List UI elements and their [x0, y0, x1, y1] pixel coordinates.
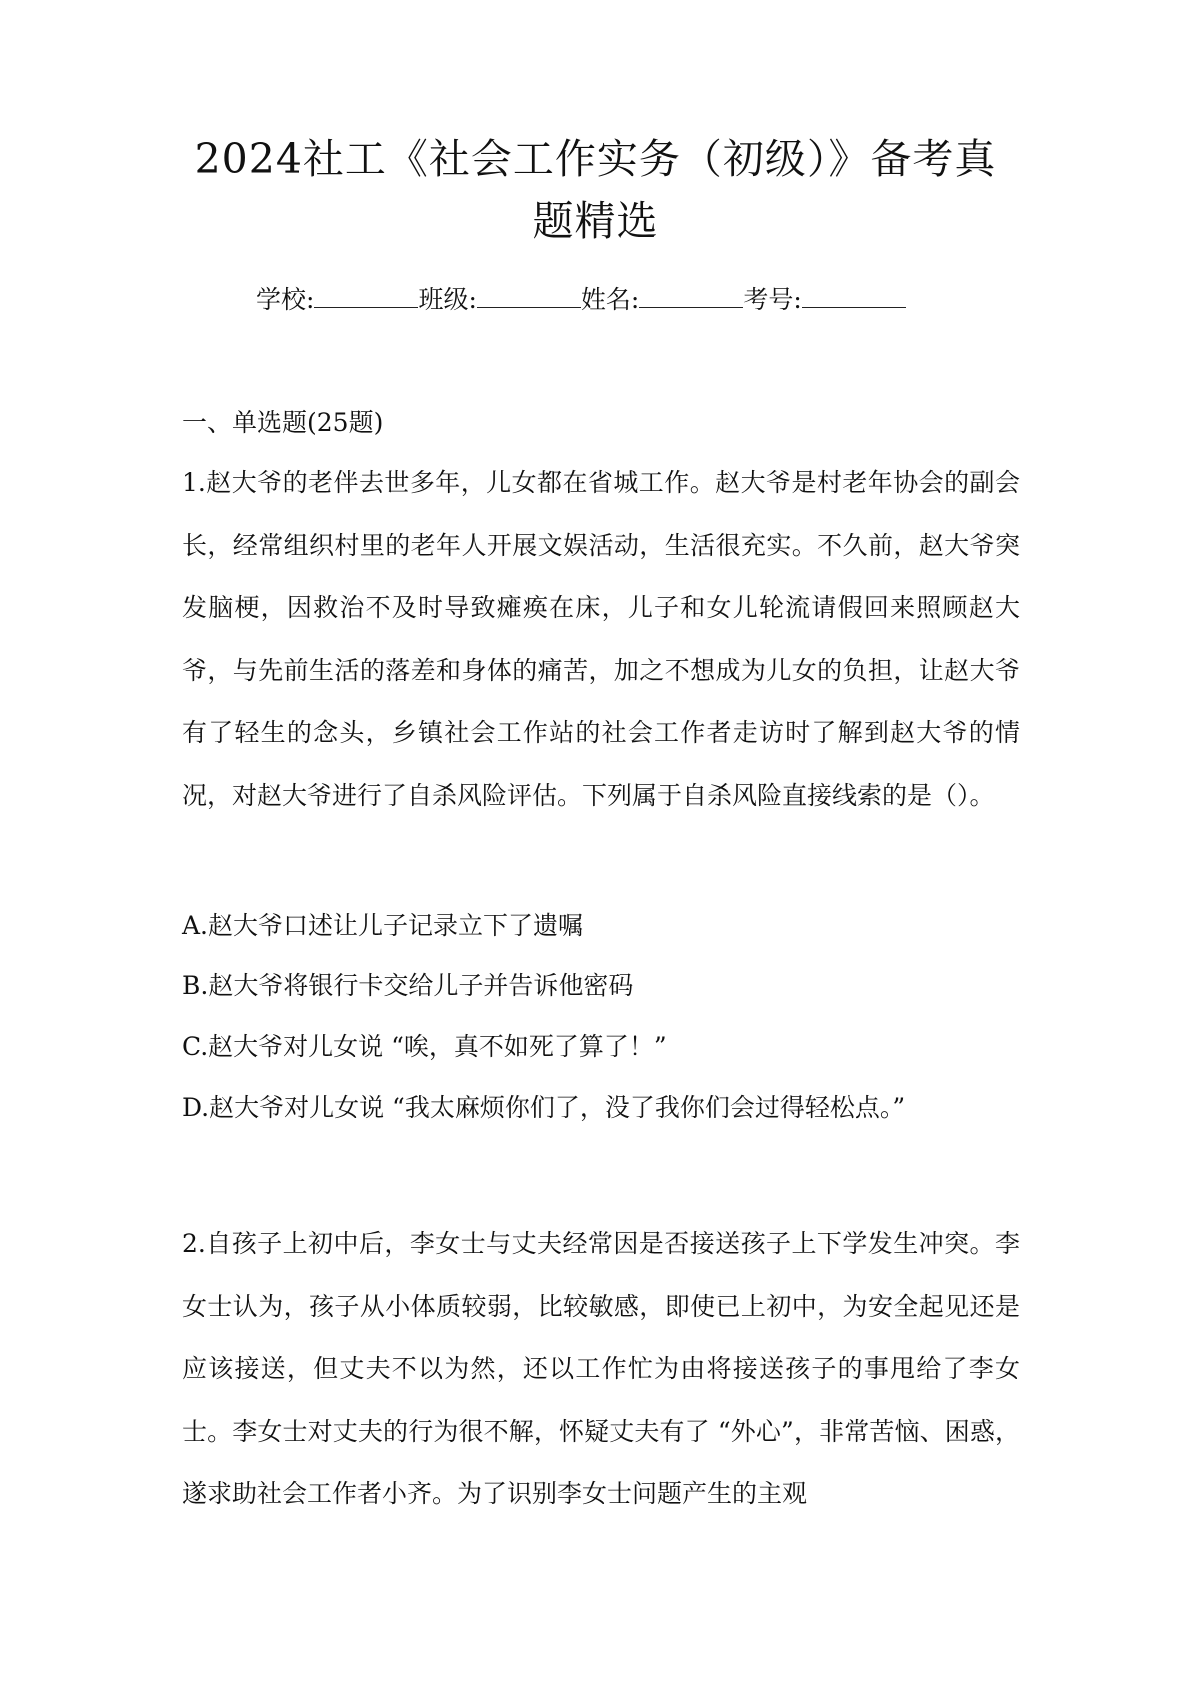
question-1-option-b: B.赵大爷将银行卡交给儿子并告诉他密码 [182, 971, 634, 1000]
school-label: 学校: [256, 285, 315, 314]
question-2-text: 2.自孩子上初中后，李女士与丈夫经常因是否接送孩子上下学发生冲突。李女士认为，孩子从小体质较弱，比较敏感，即使已上初中，为安全起见还是应该接送，但丈夫不以为然，还以工作忙为由将接送孩子的事甩给了李女士。李女士对丈夫的行为很不解，怀疑丈夫有了 “外心”，非常苦恼、困惑，遂求助社会工作者小齐。为了识别李女士问题产生的主观 [182, 1229, 1020, 1508]
class-blank [477, 285, 581, 308]
title-line-2: 题精选 [532, 197, 659, 245]
student-info-row [256, 280, 906, 320]
exam-number-blank [802, 285, 906, 308]
document-title [150, 128, 1041, 252]
name-blank [639, 285, 743, 308]
question-1-option-d: D.赵大爷对儿女说 “我太麻烦你们了，没了我你们会过得轻松点。” [182, 1093, 906, 1122]
question-1-text: 1.赵大爷的老伴去世多年，儿女都在省城工作。赵大爷是村老年协会的副会长，经常组织村里的老年人开展文娱活动，生活很充实。不久前，赵大爷突发脑梗，因救治不及时导致瘫痪在床，儿子和女儿轮流请假回来照顾赵大爷，与先前生活的落差和身体的痛苦，加之不想成为儿女的负担，让赵大爷有了轻生的念头，乡镇社会工作站的社会工作者走访时了解到赵大爷的情况，对赵大爷进行了自杀风险评估。下列属于自杀风险直接线索的是（）。 [182, 468, 1020, 810]
title-line-1: 2024社工《社会工作实务（初级）》备考真 [194, 135, 997, 183]
class-label: 班级: [418, 285, 477, 314]
school-blank [314, 285, 418, 308]
section-heading: 一、单选题(25题) [182, 408, 384, 437]
exam-number-label: 考号: [743, 285, 802, 314]
question-1-option-a: A.赵大爷口述让儿子记录立下了遗嘱 [182, 911, 584, 940]
name-label: 姓名: [580, 285, 640, 314]
question-1-option-c: C.赵大爷对儿女说 “唉，真不如死了算了！” [182, 1032, 667, 1061]
